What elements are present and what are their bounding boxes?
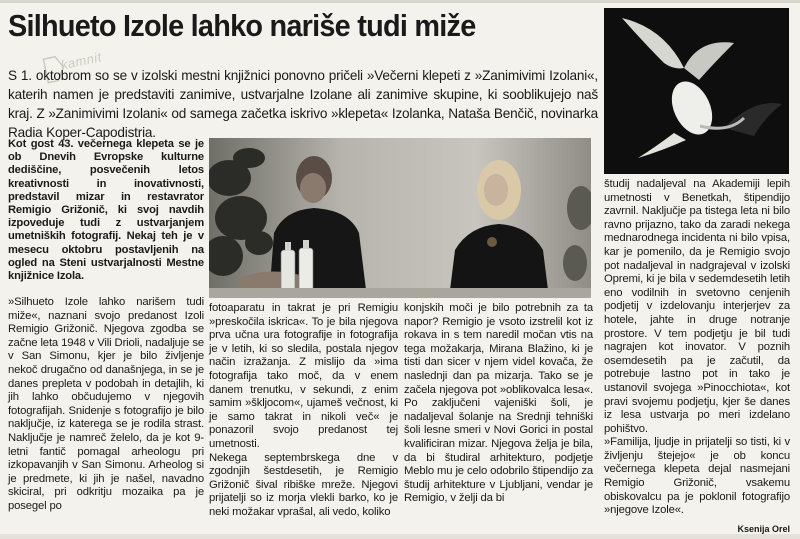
headline: Silhueto Izole lahko nariše tudi miže [8, 8, 476, 43]
article-column-3 [404, 302, 593, 506]
main-photo [209, 138, 591, 298]
intro-paragraph: Kot gost 43. večernega klepeta se je ob Dnevih Evropske kulturne dediščine, posvečenih letos kreativnosti in inovativnosti, predstavil mizar in restavrator Remigio Grižonič, ki svoj navdih izpoveduje tudi z ustvarjanjem umetniških fotografij. Nekaj teh je v mesecu oktobru postavljenih na ogled na Steni ustvarjalnosti Mestne knjižnice Izola. [8, 138, 204, 283]
article-column-2 [209, 302, 398, 520]
author-byline: Ksenija Orel [737, 524, 790, 534]
seagull-photo [604, 8, 789, 174]
watermark-text: kamnit [59, 49, 103, 73]
column-2-paragraph-1: fotoaparatu in takrat je pri Remigiu »preskočila iskrica«. To je bila njegova prva učna ura fotografije in fotografija je v letih, ki so sledila, postala njegov način izražanja. Z mislijo da »ima fotografija tako moč, da v enem danem trenutku, v sekundi, z enim samim »škljocom«, ujameš večnost, ki je samo takrat in nikoli več« je ponazoril svojo predanost tej umetnosti. [209, 302, 398, 450]
scan-edge-top [0, 0, 800, 3]
column-4-paragraph-1: študij nadaljeval na Akademiji lepih umetnosti v Benetkah, štipendijo zavrnil. Naključje pa tistega leta ni bilo ravno prijazno, tako da zaradi nekega mednarodnega incidenta ni bilo vpisa, kar je pomenilo, da je Remigio svojo pot nadaljeval in nadgrajeval v izolski Opremi, ki je bila v sedemdesetih letih eno vodilnih in svetovno cenjenih podjetij v izdelovanju interjerjev za hotele, jahte in druge notranje prostore. V tem podjetju je bil tudi nagrajen kot inovator. V poznih osemdesetih pa je začutil, da potrebuje lastno pot in tako je ustanovil svojega »Pinocchiota«, kot pravi svojemu podjetju, kjer še danes iz lesa ustvarja po meri izdelano pohištvo. [604, 178, 790, 435]
lead-paragraph: S 1. oktobrom so se v izolski mestni knjižnici ponovno pričeli »Večerni klepeti z »Zanimivimi Izolani«, katerih namen je predstaviti zanimive, ustvarjalne Izolane ali zanimive skupine, ki sooblikujejo naš kraj. Z »Zanimivimi Izolani« od samega začetka iskrivo »klepeta« Izolanka, Nataša Benčič, novinarka Radia Koper-Capodistria. [8, 68, 598, 140]
column-1-text: »Silhueto Izole lahko narišem tudi miže«, naznani svojo predanost Izoli Remigio Grižonič. Njegova zgodba se začne leta 1948 v Vili Drioli, nadaljuje se v San Simonu, kjer je bilo življenje nekoč drugačno od današnjega, in se je danes prepleta v podobah in detajlih, ki jih lahko občudujemo v njegovih fotografijah. Snidenje s fotografijo je bilo naključje, iz katerega se je rodila strast. Naključje je namreč želelo, da je kot 9-letni fantič pomagal arheologu pri izkopavanjih v San Simonu. Arheolog si je predmete, ki jih je našel, navadno skiciral, pri odkritju mozaika pa je posegel po [8, 296, 204, 512]
article-column-1 [8, 296, 204, 514]
column-3-text: konjskih moči je bilo potrebnih za ta napor? Remigio je vsoto izstrelil kot iz rokava in s tem naredil močan vtis na tega možakarja, Mirana Blažino, ki je tisti dan sicer v njem videl kovača, že naslednji dan pa mizarja. Tako se je začela njegova pot »oblikovalca lesa«. Po zaključeni vajeniški šoli, je nadaljeval šolanje na Srednji tehniški šoli lesne smeri v Novi Gorici in postal kvalificiran mizar. Njegova želja je bila, da bi študiral arhitekturo, podjetje Meblo mu je celo odobrilo štipendijo za študij arhitekture v Ljubljani, vendar je Remigio, v želji da bi [404, 302, 593, 505]
column-4-paragraph-2: »Familija, ljudje in prijatelji so tisti, ki v življenju štejejo« je ob koncu večernega klepeta dejal nasmejani Remigio Grižonič, vsakemu obiskovalcu pa je poklonil fotografijo »njegove Izole«. [604, 436, 790, 517]
column-2-paragraph-2: Nekega septembrskega dne v zgodnjih šestdesetih, je Remigio Grižonič šival ribiške mreže. Njegovi prijatelji so iz morja vlekli barko, ko je neki možakar vprašal, ali vedo, koliko [209, 451, 398, 518]
article-column-4 [604, 178, 790, 518]
scan-edge-bottom [0, 534, 800, 539]
